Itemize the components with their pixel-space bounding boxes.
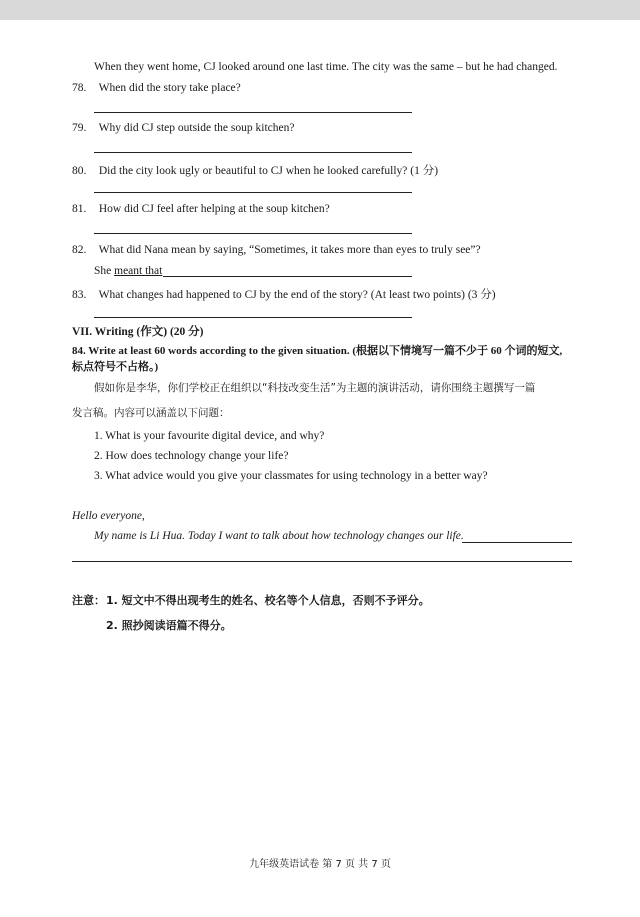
answer-line-81[interactable] <box>94 233 412 234</box>
section-title-writing: VII. Writing (作文) (20 分) <box>72 326 204 338</box>
writing-task-line1: 84. Write at least 60 words according to the given situation. (根据以下情境写一篇不少于 60 个词的短文, <box>72 345 563 357</box>
question-text: How did CJ feel after helping at the soup kitchen? <box>98 203 330 215</box>
essay-opening: My name is Li Hua. Today I want to talk about how technology changes our life. <box>94 530 464 542</box>
question-text: When did the story take place? <box>98 82 241 94</box>
scan-top-border <box>0 0 640 20</box>
intro-sentence: When they went home, CJ looked around one last time. The city was the same – but he had changed. <box>94 61 558 73</box>
essay-greeting: Hello everyone, <box>72 510 145 522</box>
answer-line-79[interactable] <box>94 152 412 153</box>
question-text: What changes had happened to CJ by the end of the story? (At least two points) (3 分) <box>98 289 496 301</box>
prompt-item-3: 3. What advice would you give your classmates for using technology in a better way? <box>94 470 488 482</box>
question-80 <box>72 162 438 178</box>
question-number: 80. <box>72 165 87 177</box>
answer-line-82[interactable] <box>163 276 412 277</box>
situation-line1: 假如你是李华，你们学校正在组织以“科技改变生活”为主题的演讲活动，请你围绕主题撰写一篇 <box>94 382 536 394</box>
question-81 <box>72 203 330 215</box>
question-number: 81. <box>72 203 87 215</box>
question-text: Did the city look ugly or beautiful to CJ when he looked carefully? (1 分) <box>98 165 439 177</box>
question-number: 79. <box>72 122 87 134</box>
answer-line-80[interactable] <box>94 192 412 193</box>
note-item-1: 1. 短文中不得出现考生的姓名、校名等个人信息，否则不予评分。 <box>106 594 430 607</box>
page-footer: 九年级英语试卷 第 7 页 共 7 页 <box>249 859 391 870</box>
question-79 <box>72 122 294 134</box>
question-82 <box>72 244 481 256</box>
situation-line2: 发言稿。内容可以涵盖以下问题： <box>72 407 230 419</box>
question-83 <box>72 286 496 302</box>
question-number: 82. <box>72 244 87 256</box>
essay-line-1[interactable] <box>462 542 572 543</box>
prompt-item-1: 1. What is your favourite digital device, and why? <box>94 430 325 442</box>
question-text: What did Nana mean by saying, “Sometimes, it takes more than eyes to truly see”? <box>98 244 481 256</box>
question-number: 78. <box>72 82 87 94</box>
question-number: 83. <box>72 289 87 301</box>
notes-label: 注意： <box>72 594 105 607</box>
q82-answer-prefix: She meant that <box>94 265 163 277</box>
answer-line-83[interactable] <box>94 317 412 318</box>
question-78 <box>72 82 241 94</box>
essay-line-2[interactable] <box>72 561 572 562</box>
question-text: Why did CJ step outside the soup kitchen? <box>98 122 295 134</box>
writing-task-line2: 标点符号不占格。) <box>72 361 159 373</box>
prompt-item-2: 2. How does technology change your life? <box>94 450 289 462</box>
answer-line-78[interactable] <box>94 112 412 113</box>
note-item-2: 2. 照抄阅读语篇不得分。 <box>106 619 232 632</box>
